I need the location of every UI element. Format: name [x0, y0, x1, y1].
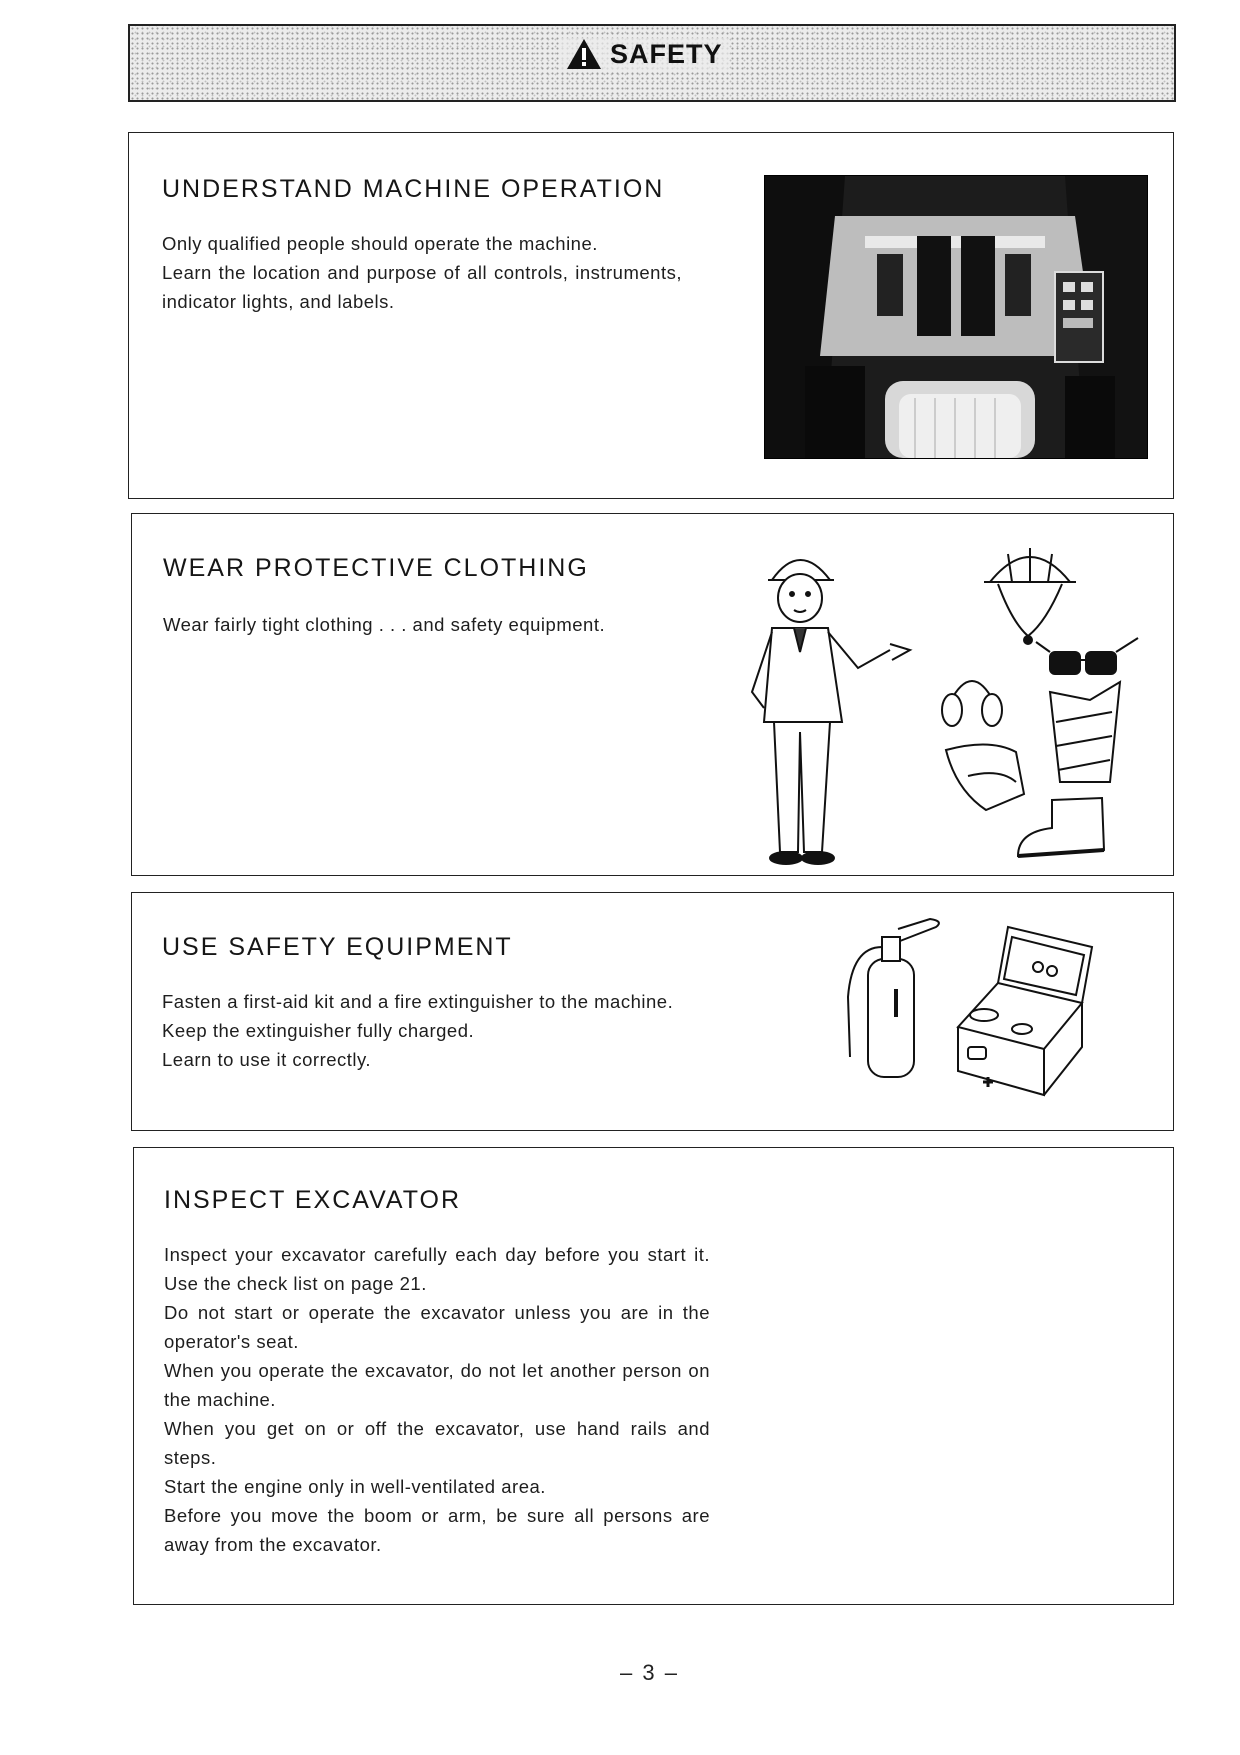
- section-title: WEAR PROTECTIVE CLOTHING: [163, 554, 589, 582]
- warning-triangle-icon: [566, 38, 602, 70]
- section-understand-machine-operation: [128, 132, 1174, 499]
- section-paragraph: Keep the extinguisher fully charged.: [162, 1020, 475, 1041]
- section-paragraph: When you get on or off the excavator, use hand rails and steps.: [164, 1418, 710, 1468]
- section-paragraph: Wear fairly tight clothing . . . and safety equipment.: [163, 614, 606, 635]
- section-use-safety-equipment: [131, 892, 1174, 1131]
- cab-controls-photo: [764, 175, 1148, 459]
- section-paragraph: Fasten a first-aid kit and a fire extinguisher to the machine.: [162, 991, 674, 1012]
- section-paragraph: Only qualified people should operate the machine.: [162, 233, 598, 254]
- extinguisher-and-first-aid-illustration: [838, 907, 1158, 1117]
- section-title: USE SAFETY EQUIPMENT: [162, 933, 513, 961]
- section-paragraph: Before you move the boom or arm, be sure all persons are away from the excavator.: [164, 1505, 710, 1555]
- section-paragraph: Inspect your excavator carefully each day before you start it. Use the check list on page 21.: [164, 1244, 710, 1294]
- section-body: [162, 987, 702, 1074]
- section-paragraph: Start the engine only in well-ventilated area.: [164, 1476, 546, 1497]
- section-paragraph: When you operate the excavator, do not let another person on the machine.: [164, 1360, 710, 1410]
- section-inspect-excavator: [133, 1147, 1174, 1605]
- section-wear-protective-clothing: [131, 513, 1174, 876]
- protective-clothing-illustration: [750, 532, 1150, 872]
- section-paragraph: Do not start or operate the excavator unless you are in the operator's seat.: [164, 1302, 710, 1352]
- header-title-text: SAFETY: [610, 38, 723, 69]
- section-body: [164, 1240, 710, 1559]
- section-paragraph: Learn the location and purpose of all controls, instruments, indicator lights, and labels.: [162, 262, 682, 312]
- section-body: [162, 229, 682, 316]
- section-body: [163, 610, 683, 639]
- section-title: INSPECT EXCAVATOR: [164, 1186, 462, 1214]
- section-paragraph: Learn to use it correctly.: [162, 1049, 372, 1070]
- section-title: UNDERSTAND MACHINE OPERATION: [162, 175, 665, 203]
- header-title: [560, 38, 729, 70]
- page-number: – 3 –: [620, 1660, 679, 1685]
